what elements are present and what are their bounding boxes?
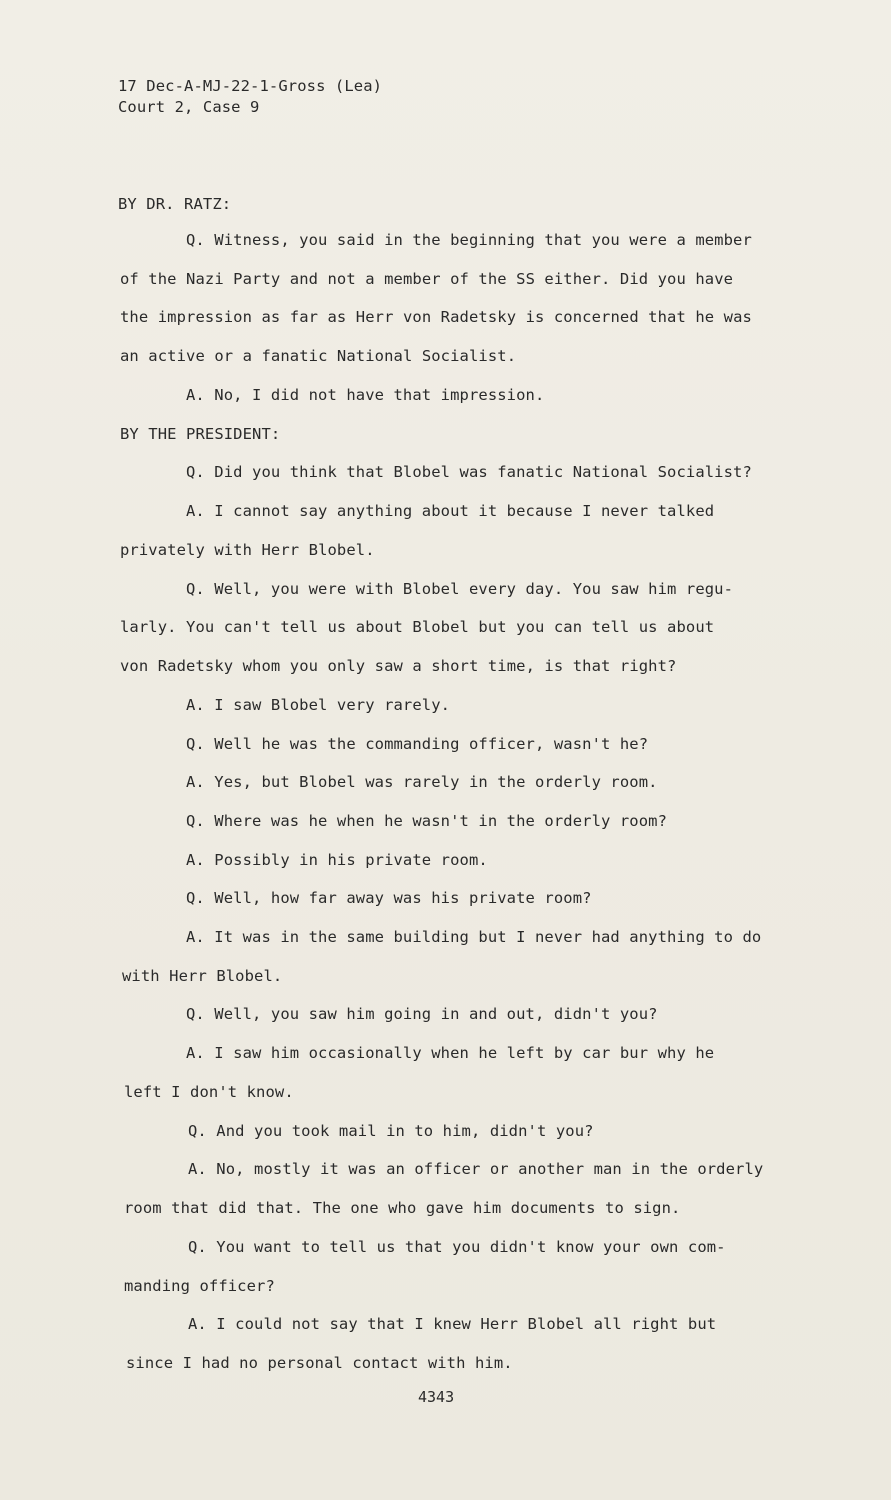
transcript-line: Q. And you took mail in to him, didn't you? <box>188 1122 594 1140</box>
transcript-line: Q. Witness, you said in the beginning that you were a member <box>186 231 752 249</box>
transcript-line: Q. Did you think that Blobel was fanatic National Socialist? <box>186 463 752 481</box>
transcript-line: an active or a fanatic National Socialist. <box>120 347 517 365</box>
page-number: 4343 <box>418 1388 455 1406</box>
transcript-line: the impression as far as Herr von Radetsky is concerned that he was <box>120 308 752 326</box>
transcript-line: with Herr Blobel. <box>122 967 283 985</box>
header-docket-line: 17 Dec-A-MJ-22-1-Gross (Lea) <box>118 77 383 95</box>
transcript-line: Q. You want to tell us that you didn't know your own com- <box>188 1238 726 1256</box>
transcript-line: A. It was in the same building but I never had anything to do <box>186 928 762 946</box>
transcript-line: of the Nazi Party and not a member of the SS either. Did you have <box>120 270 734 288</box>
transcript-line: A. No, mostly it was an officer or another man in the orderly <box>188 1160 764 1178</box>
speaker-heading: BY DR. RATZ: <box>118 195 232 213</box>
transcript-line: Q. Well he was the commanding officer, wasn't he? <box>186 735 649 753</box>
transcript-line: von Radetsky whom you only saw a short time, is that right? <box>120 657 677 675</box>
transcript-line: A. Yes, but Blobel was rarely in the orderly room. <box>186 773 658 791</box>
transcript-line: manding officer? <box>124 1277 275 1295</box>
transcript-line: room that did that. The one who gave him documents to sign. <box>124 1199 681 1217</box>
transcript-line: privately with Herr Blobel. <box>120 541 375 559</box>
header-court-line: Court 2, Case 9 <box>118 98 260 116</box>
transcript-line: A. No, I did not have that impression. <box>186 386 545 404</box>
transcript-line: A. I saw Blobel very rarely. <box>186 696 451 714</box>
transcript-line: since I had no personal contact with him. <box>126 1354 513 1372</box>
transcript-line: A. I could not say that I knew Herr Blobel all right but <box>188 1315 717 1333</box>
speaker-heading: BY THE PRESIDENT: <box>120 425 281 443</box>
transcript-line: Q. Well, you were with Blobel every day. You saw him regu- <box>186 580 734 598</box>
transcript-line: A. Possibly in his private room. <box>186 851 488 869</box>
transcript-line: larly. You can't tell us about Blobel but you can tell us about <box>120 618 715 636</box>
transcript-line: A. I cannot say anything about it because I never talked <box>186 502 715 520</box>
transcript-line: Q. Well, how far away was his private room? <box>186 889 592 907</box>
transcript-line: A. I saw him occasionally when he left by car bur why he <box>186 1044 715 1062</box>
transcript-line: Q. Well, you saw him going in and out, didn't you? <box>186 1005 658 1023</box>
transcript-line: left I don't know. <box>124 1083 294 1101</box>
transcript-line: Q. Where was he when he wasn't in the orderly room? <box>186 812 668 830</box>
